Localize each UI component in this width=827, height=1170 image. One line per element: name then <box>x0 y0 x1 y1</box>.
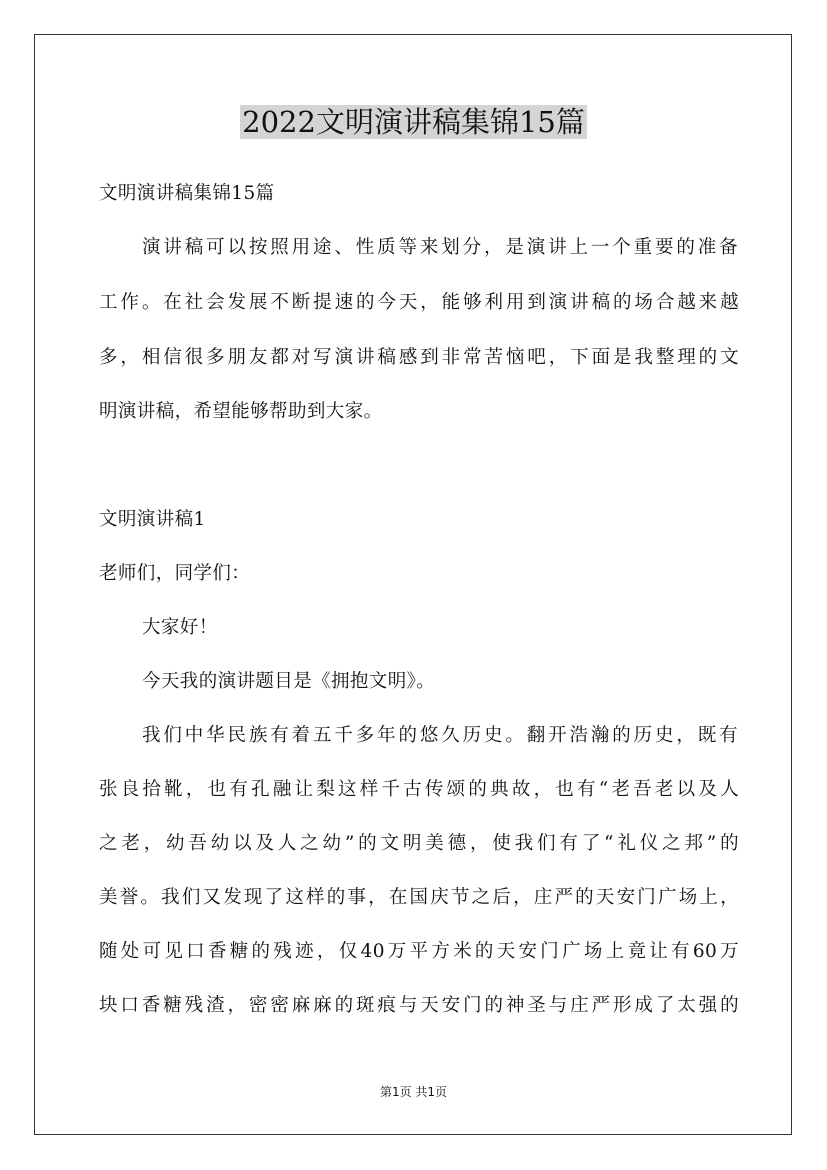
body-paragraph-line: 美誉。我们又发现了这样的事，在国庆节之后，庄严的天安门广场上， <box>99 887 739 908</box>
document-subtitle: 文明演讲稿集锦15篇 <box>99 183 275 204</box>
document-title <box>0 100 827 144</box>
body-paragraph-line: 块口香糖残渣，密密麻麻的斑痕与天安门的神圣与庄严形成了太强的 <box>99 995 739 1016</box>
topic-line: 今天我的演讲题目是《拥抱文明》。 <box>142 671 436 692</box>
intro-paragraph-line: 工作。在社会发展不断提速的今天，能够利用到演讲稿的场合越来越 <box>99 292 739 313</box>
greeting: 大家好！ <box>142 617 218 638</box>
body-paragraph-line: 我们中华民族有着五千多年的悠久历史。翻开浩瀚的历史，既有 <box>142 725 738 746</box>
intro-paragraph-line: 多，相信很多朋友都对写演讲稿感到非常苦恼吧，下面是我整理的文 <box>99 347 739 368</box>
document-title-text: 2022文明演讲稿集锦15篇 <box>242 105 585 139</box>
section-heading: 文明演讲稿1 <box>99 509 206 530</box>
body-paragraph-line: 之老，幼吾幼以及人之幼”的文明美德，使我们有了“礼仪之邦”的 <box>99 833 739 854</box>
intro-paragraph-line: 演讲稿可以按照用途、性质等来划分，是演讲上一个重要的准备 <box>142 237 738 258</box>
body-paragraph-line: 随处可见口香糖的残迹，仅40万平方米的天安门广场上竟让有60万 <box>99 941 739 962</box>
page-footer: 第1页 共1页 <box>379 1085 448 1099</box>
intro-paragraph-line: 明演讲稿，希望能够帮助到大家。 <box>99 401 383 422</box>
body-paragraph-line: 张良拾靴，也有孔融让梨这样千古传颂的典故，也有“老吾老以及人 <box>99 779 739 800</box>
salutation: 老师们，同学们： <box>99 563 251 584</box>
